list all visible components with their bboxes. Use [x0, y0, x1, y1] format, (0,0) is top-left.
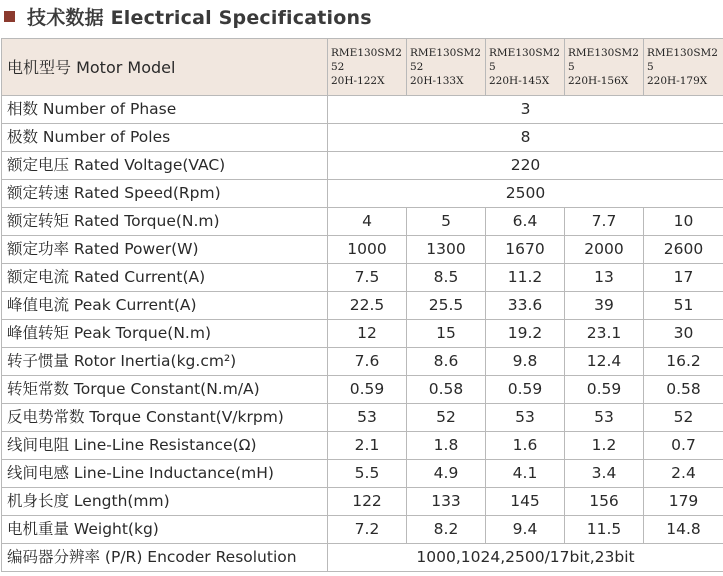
value-cell: 1.2: [565, 432, 644, 460]
value-cell: 52: [644, 404, 723, 432]
value-cell: 0.59: [565, 376, 644, 404]
row-label-cell: 反电势常数 Torque Constant(V/krpm): [2, 404, 328, 432]
value-cell: 10: [644, 208, 723, 236]
table-row: [2, 460, 723, 488]
value-cell: 1.8: [407, 432, 486, 460]
table-row: [2, 180, 723, 208]
value-cell: 17: [644, 264, 723, 292]
header-label-cell: 电机型号 Motor Model: [2, 39, 328, 96]
value-cell: 122: [328, 488, 407, 516]
value-cell: 39: [565, 292, 644, 320]
value-cell: 0.7: [644, 432, 723, 460]
row-label-cell: 编码器分辨率 (P/R) Encoder Resolution: [2, 544, 328, 572]
model-name-line1: RME130SM25: [489, 47, 560, 73]
table-row: [2, 152, 723, 180]
value-cell: 14.8: [644, 516, 723, 544]
heading-square-bullet-icon: [4, 11, 15, 22]
table-row: [2, 488, 723, 516]
model-name-line1: RME130SM25: [568, 47, 639, 73]
table-row: [2, 544, 723, 572]
row-label-cell: 峰值转矩 Peak Torque(N.m): [2, 320, 328, 348]
value-cell: 22.5: [328, 292, 407, 320]
model-header-cell: [407, 39, 486, 96]
value-cell: 1000,1024,2500/17bit,23bit: [328, 544, 723, 572]
value-cell: 0.58: [407, 376, 486, 404]
value-cell: 1000: [328, 236, 407, 264]
value-cell: 2500: [328, 180, 723, 208]
value-cell: 52: [407, 404, 486, 432]
row-label-cell: 额定电流 Rated Current(A): [2, 264, 328, 292]
value-cell: 2.4: [644, 460, 723, 488]
value-cell: 4.1: [486, 460, 565, 488]
value-cell: 1.6: [486, 432, 565, 460]
table-row: [2, 404, 723, 432]
value-cell: 30: [644, 320, 723, 348]
model-name-line2: 220H-156X: [568, 75, 629, 87]
row-label-cell: 转矩常数 Torque Constant(N.m/A): [2, 376, 328, 404]
table-row: [2, 516, 723, 544]
table-row: [2, 208, 723, 236]
row-label-cell: 机身长度 Length(mm): [2, 488, 328, 516]
row-label-cell: 额定转矩 Rated Torque(N.m): [2, 208, 328, 236]
value-cell: 7.2: [328, 516, 407, 544]
value-cell: 7.6: [328, 348, 407, 376]
row-label-cell: 极数 Number of Poles: [2, 124, 328, 152]
row-label-cell: 相数 Number of Phase: [2, 96, 328, 124]
table-row: [2, 320, 723, 348]
value-cell: 6.4: [486, 208, 565, 236]
row-label-cell: 额定电压 Rated Voltage(VAC): [2, 152, 328, 180]
value-cell: 2600: [644, 236, 723, 264]
page-title: 技术数据 Electrical Specifications: [27, 6, 372, 29]
table-row: [2, 292, 723, 320]
value-cell: 11.2: [486, 264, 565, 292]
value-cell: 0.58: [644, 376, 723, 404]
value-cell: 12: [328, 320, 407, 348]
row-label-cell: 额定转速 Rated Speed(Rpm): [2, 180, 328, 208]
table-row: [2, 236, 723, 264]
row-label-cell: 线间电阻 Line-Line Resistance(Ω): [2, 432, 328, 460]
value-cell: 4.9: [407, 460, 486, 488]
value-cell: 8.6: [407, 348, 486, 376]
value-cell: 220: [328, 152, 723, 180]
value-cell: 8: [328, 124, 723, 152]
value-cell: 179: [644, 488, 723, 516]
row-label-cell: 转子惯量 Rotor Inertia(kg.cm²): [2, 348, 328, 376]
value-cell: 5: [407, 208, 486, 236]
row-label-cell: 线间电感 Line-Line Inductance(mH): [2, 460, 328, 488]
value-cell: 1670: [486, 236, 565, 264]
value-cell: 12.4: [565, 348, 644, 376]
table-header-row: [2, 39, 723, 96]
specifications-table: [1, 38, 723, 572]
model-header-cell: [486, 39, 565, 96]
table-row: [2, 96, 723, 124]
value-cell: 33.6: [486, 292, 565, 320]
table-row: [2, 264, 723, 292]
model-header-cell: [328, 39, 407, 96]
row-label-cell: 电机重量 Weight(kg): [2, 516, 328, 544]
table-row: [2, 124, 723, 152]
table-row: [2, 376, 723, 404]
value-cell: 145: [486, 488, 565, 516]
model-name-line1: RME130SM252: [331, 47, 402, 73]
value-cell: 4: [328, 208, 407, 236]
value-cell: 9.8: [486, 348, 565, 376]
value-cell: 16.2: [644, 348, 723, 376]
model-name-line1: RME130SM252: [410, 47, 481, 73]
value-cell: 7.5: [328, 264, 407, 292]
model-name-line2: 220H-179X: [647, 75, 708, 87]
model-name-line1: RME130SM25: [647, 47, 718, 73]
value-cell: 156: [565, 488, 644, 516]
value-cell: 23.1: [565, 320, 644, 348]
value-cell: 53: [328, 404, 407, 432]
row-label-cell: 额定功率 Rated Power(W): [2, 236, 328, 264]
value-cell: 19.2: [486, 320, 565, 348]
value-cell: 13: [565, 264, 644, 292]
value-cell: 53: [486, 404, 565, 432]
value-cell: 133: [407, 488, 486, 516]
row-label-cell: 峰值电流 Peak Current(A): [2, 292, 328, 320]
value-cell: 0.59: [328, 376, 407, 404]
section-heading: [4, 0, 372, 32]
model-header-cell: [644, 39, 723, 96]
value-cell: 25.5: [407, 292, 486, 320]
table-row: [2, 348, 723, 376]
value-cell: 51: [644, 292, 723, 320]
value-cell: 2.1: [328, 432, 407, 460]
value-cell: 9.4: [486, 516, 565, 544]
value-cell: 5.5: [328, 460, 407, 488]
value-cell: 53: [565, 404, 644, 432]
value-cell: 7.7: [565, 208, 644, 236]
value-cell: 11.5: [565, 516, 644, 544]
model-name-line2: 20H-133X: [410, 75, 464, 87]
value-cell: 1300: [407, 236, 486, 264]
value-cell: 0.59: [486, 376, 565, 404]
value-cell: 15: [407, 320, 486, 348]
table-row: [2, 432, 723, 460]
model-name-line2: 220H-145X: [489, 75, 550, 87]
value-cell: 2000: [565, 236, 644, 264]
value-cell: 8.5: [407, 264, 486, 292]
value-cell: 3.4: [565, 460, 644, 488]
model-header-cell: [565, 39, 644, 96]
value-cell: 8.2: [407, 516, 486, 544]
model-name-line2: 20H-122X: [331, 75, 385, 87]
value-cell: 3: [328, 96, 723, 124]
